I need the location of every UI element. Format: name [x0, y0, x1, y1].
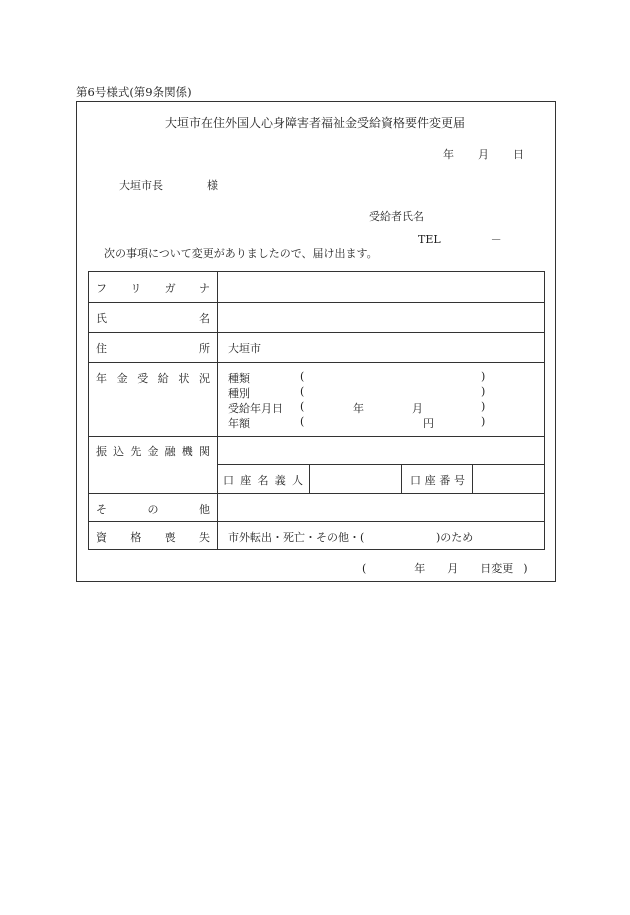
qualification-loss-options: 市外転出・死亡・その他・( — [228, 531, 365, 544]
label-address: 住 所 — [96, 342, 210, 355]
qualification-loss-suffix: )のため — [436, 531, 474, 544]
date-day: 日 — [513, 148, 524, 161]
form-number-label: 第6号様式(第9条関係) — [76, 85, 192, 99]
address-value[interactable]: 大垣市 — [228, 342, 261, 355]
tel-line — [418, 231, 502, 247]
label-qualification-loss: 資 格 喪 失 — [96, 531, 210, 544]
recipient-line — [119, 177, 218, 193]
label-furigana: フ リ ガ ナ — [96, 282, 210, 295]
account-holder-label: 口 座 名 義 人 — [223, 474, 303, 487]
recipient-name: 大垣市長 — [119, 179, 163, 192]
date-year: 年 — [443, 148, 454, 161]
account-number-label: 口 座 番 号 — [410, 474, 465, 487]
tel-dash: － — [490, 233, 502, 246]
tel-label: TEL — [418, 233, 441, 246]
label-other: そ の 他 — [96, 503, 210, 516]
label-pension-status: 年 金 受 給 状 況 — [96, 372, 210, 385]
date-line — [443, 146, 524, 162]
pension-type-label: 種類 — [228, 372, 250, 385]
form-title: 大垣市在住外国人心身障害者福祉金受給資格要件変更届 — [164, 116, 465, 130]
applicant-name-label: 受給者氏名 — [369, 210, 424, 223]
date-month: 月 — [478, 148, 489, 161]
pension-received-date-label: 受給年月日 — [228, 402, 283, 415]
intro-text: 次の事項について変更がありましたので、届け出ます。 — [104, 247, 378, 260]
recipient-honorific: 様 — [207, 179, 218, 192]
label-bank: 振 込 先 金 融 機 関 — [96, 445, 210, 458]
pension-kind-label: 種別 — [228, 387, 250, 400]
change-date-footer: ( 年 月 日変更 ) — [362, 562, 528, 575]
label-name: 氏 名 — [96, 312, 210, 325]
pension-amount-label: 年額 — [228, 417, 250, 430]
